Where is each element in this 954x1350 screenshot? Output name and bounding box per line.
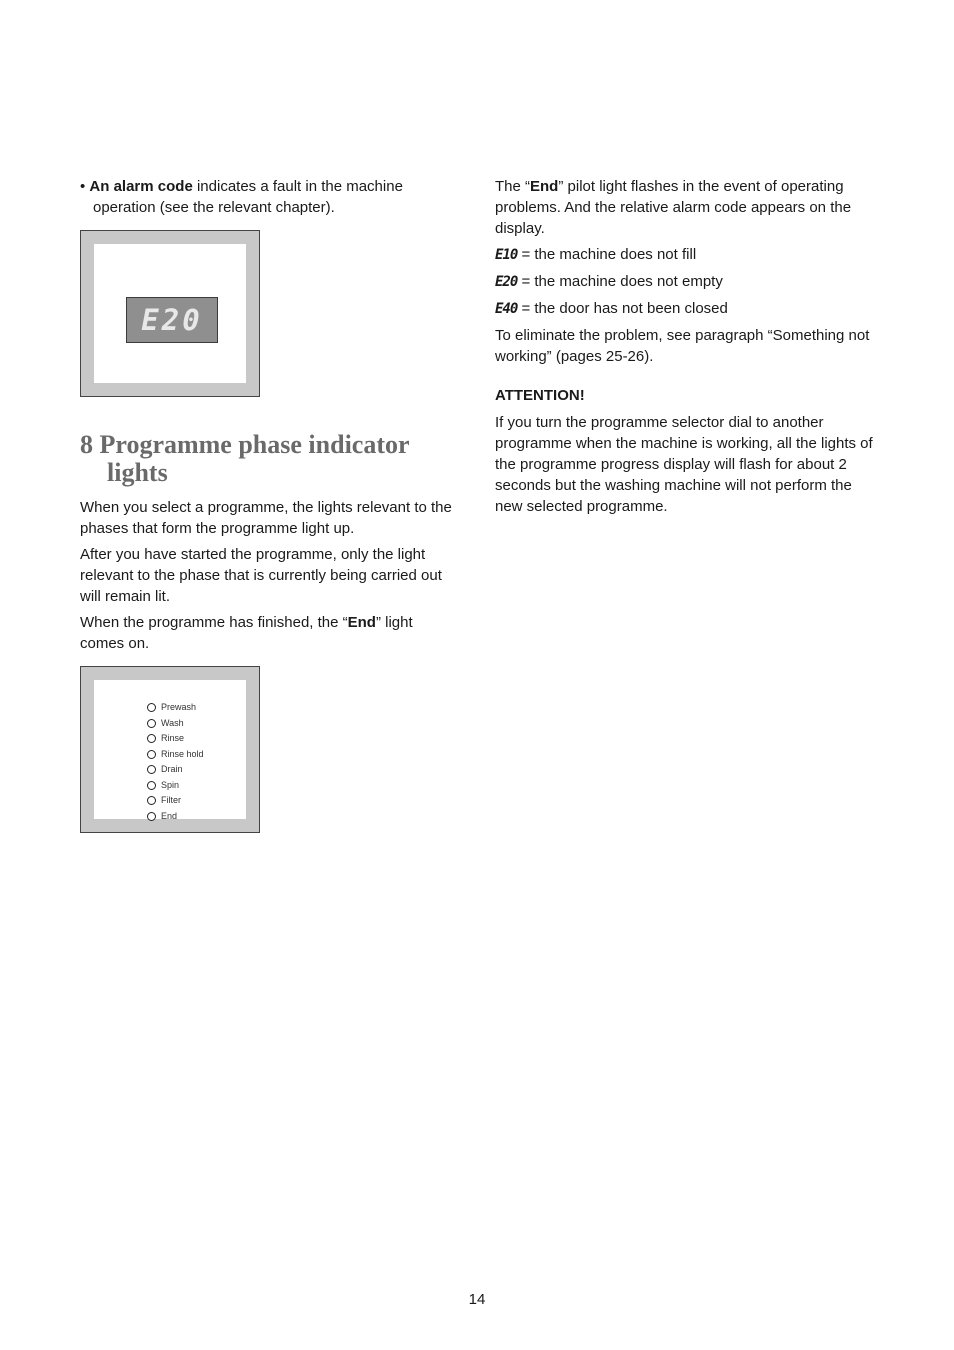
figure-inner xyxy=(94,244,246,383)
right-column xyxy=(495,176,880,522)
indicator-light-icon xyxy=(147,812,156,821)
phase-label: Filter xyxy=(161,795,181,805)
alarm-display-figure xyxy=(80,230,260,397)
phase-list xyxy=(147,700,204,824)
indicator-light-icon xyxy=(147,703,156,712)
code-line-e10 xyxy=(495,244,880,266)
attention-text: If you turn the programme selector dial to another programme when the machine is working, all the lights of the programme progress display will flash for about 2 seconds but the washing machine will not perform the new selected programme. xyxy=(495,414,873,515)
phase-label: Rinse xyxy=(161,733,185,743)
code-e40: E40 xyxy=(495,301,518,317)
page-number: 14 xyxy=(468,1291,486,1308)
para3-before: When the programme has finished, the “ xyxy=(80,614,348,631)
phase-item xyxy=(147,716,204,732)
section-para-2: After you have started the programme, only the light relevant to the phase that is currently being carried out will remain lit. xyxy=(80,546,442,605)
intro-end-bold: End xyxy=(530,178,559,195)
indicator-light-icon xyxy=(147,750,156,759)
phase-label: End xyxy=(161,810,178,821)
indicator-light-icon xyxy=(147,796,156,805)
code-line-e20 xyxy=(495,271,880,293)
indicator-light-icon xyxy=(147,765,156,774)
intro-after: ” pilot light flashes in the event of operating problems. And the relative alarm code appears on the display. xyxy=(495,178,852,237)
code-line-e40 xyxy=(495,298,880,320)
phase-item xyxy=(147,793,204,809)
phase-item xyxy=(147,731,204,747)
display-code: E20 xyxy=(141,303,203,337)
section-heading: 8 Programme phase indicator lights xyxy=(80,430,410,487)
phase-lights-figure xyxy=(80,666,260,833)
phase-label: Drain xyxy=(161,764,183,774)
section-para-3 xyxy=(80,612,460,654)
phase-label: Wash xyxy=(161,717,184,728)
indicator-light-icon xyxy=(147,734,156,743)
para3-end-bold: End xyxy=(347,614,376,631)
phase-item xyxy=(147,762,204,778)
phase-label: Prewash xyxy=(161,702,197,712)
phase-item xyxy=(147,747,204,763)
intro-before: The “ xyxy=(495,178,531,195)
left-column xyxy=(80,176,460,833)
phase-item xyxy=(147,778,204,794)
indicator-light-icon xyxy=(147,781,156,790)
phase-label: Spin xyxy=(161,779,180,790)
code-e10: E10 xyxy=(495,247,518,263)
section-para-1: When you select a programme, the lights relevant to the phases that form the programme light up. xyxy=(80,499,452,537)
eliminate-para: To eliminate the problem, see paragraph “Something not working” (pages 25-26). xyxy=(495,327,870,365)
phase-item xyxy=(147,809,204,825)
phase-item xyxy=(147,700,204,716)
code-e20-text: = the machine does not empty xyxy=(517,273,723,290)
code-e40-text: = the door has not been closed xyxy=(517,300,728,317)
phase-label: Rinse hold xyxy=(161,748,204,759)
alarm-code-display xyxy=(126,297,218,343)
attention-heading: ATTENTION! xyxy=(495,387,585,404)
code-e10-text: = the machine does not fill xyxy=(517,246,697,263)
indicator-light-icon xyxy=(147,719,156,728)
para3-after: ” light comes on. xyxy=(80,614,413,652)
alarm-code-bullet: • An alarm code indicates a fault in the machine operation (see the relevant chapter). xyxy=(80,178,403,216)
end-light-intro xyxy=(495,176,880,239)
alarm-code-text: indicates a fault in the machine operation (see the relevant chapter). xyxy=(93,178,403,216)
alarm-code-lead: An alarm code xyxy=(89,178,193,195)
code-e20: E20 xyxy=(495,274,518,290)
figure-inner-phases xyxy=(94,680,246,819)
